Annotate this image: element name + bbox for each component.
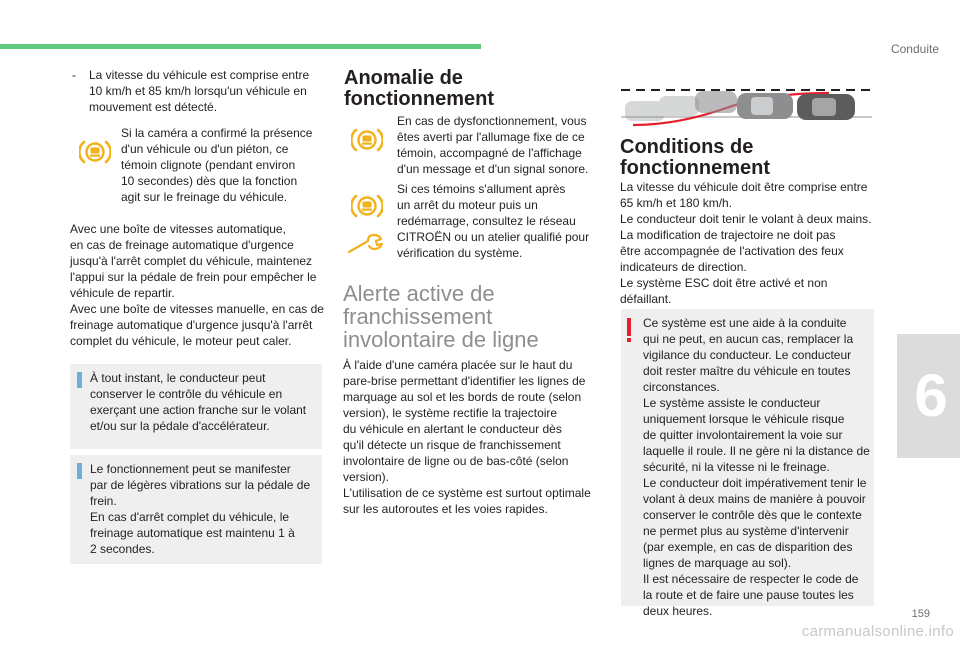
heading-conditions: Conditions de fonctionnement xyxy=(620,136,770,179)
info-icon xyxy=(77,372,82,388)
conditions-paragraph: La vitesse du véhicule doit être comprise entre 65 km/h et 180 km/h. Le conducteur doit tenir le volant à deux mains. La modification de trajectoire ne doit pas être accompagnée de l'activation des feux indicateurs de direction. Le système ESC doit être activé et non défaillant. xyxy=(620,180,872,306)
brake-warning-lamp-icon xyxy=(351,124,383,156)
info-box-vibrations xyxy=(70,455,322,564)
bullet-text: La vitesse du véhicule est comprise entre 10 km/h et 85 km/h lorsqu'un véhicule en mouvement est détecté. xyxy=(89,68,310,114)
info-box-control xyxy=(70,364,322,449)
page-number: 159 xyxy=(911,608,930,620)
lane-departure-illustration xyxy=(619,81,874,129)
warning-box xyxy=(621,309,874,618)
malfunction-item-2: Si ces témoins s'allument après un arrêt du moteur puis un redémarrage, consultez le réseau CITROËN ou un atelier qualifié pour vérification du système. xyxy=(397,182,590,260)
header-accent-bar xyxy=(0,44,481,49)
bullet-dash: - xyxy=(72,68,76,82)
chapter-number: 6 xyxy=(914,362,948,429)
brake-warning-lamp-icon xyxy=(351,190,383,222)
lane-keeping-paragraph: À l'aide d'une caméra placée sur le haut du pare-brise permettant d'identifier les lignes de marquage au sol et les bords de route (selon version), le système rectifie la trajectoire du véhicule en alertant le conducteur dès qu'il détecte un risque de franchissement involontaire de ligne ou de bas-côté (selon version). L'utilisation de ce système est surtout optimale sur les autoroutes et les voies rapides. xyxy=(343,358,591,516)
info-box-control-text: À tout instant, le conducteur peut conserver le contrôle du véhicule en exerçant une action franche sur le volant et/ou sur la pédale d'accélérateur. xyxy=(90,371,307,433)
info-box-vibrations-text: Le fonctionnement peut se manifester par de légères vibrations sur la pédale de frein. En cas d'arrêt complet du véhicule, le freinage automatique est maintenu 1 à 2 secondes. xyxy=(90,462,311,556)
service-wrench-icon xyxy=(346,233,386,255)
malfunction-item-1: En cas de dysfonctionnement, vous êtes averti par l'allumage fixe de ce témoin, accompagné de l'affichage d'un message et d'un signal sonore. xyxy=(397,114,589,176)
warning-icon xyxy=(627,318,631,342)
heading-lane-keeping: Alerte active de franchissement involontaire de ligne xyxy=(343,281,539,352)
warning-box-text: Ce système est une aide à la conduite qui ne peut, en aucun cas, remplacer la vigilance du conducteur. Le conducteur doit rester maître du véhicule en toutes circonstances. Le système assiste le conducteur uniquement lorsque le véhicule risque de quitter involontairement la voie sur laquelle il roule. Il ne gère ni la distance de sécurité, ni la vitesse ni le freinage. Le conducteur doit impérativement tenir le volant à deux mains de manière à pouvoir conserver le contrôle dès que le contexte ne permet plus au système d'intervenir (par exemple, en cas de disparition des lignes de marquage au sol). Il est nécessaire de respecter le code de la route et de faire une pause toutes les deux heures. xyxy=(643,316,870,618)
section-title: Conduite xyxy=(890,42,939,56)
lamp-description: Si la caméra a confirmé la présence d'un véhicule ou d'un piéton, ce témoin clignote (pendant environ 10 secondes) dès que la fonction agit sur le freinage du véhicule. xyxy=(121,126,313,204)
gearbox-paragraph: Avec une boîte de vitesses automatique, en cas de freinage automatique d'urgence jusqu'à l'arrêt complet du véhicule, maintenez l'appui sur la pédale de frein pour empêcher le véhicule de repartir. Avec une boîte de vitesses manuelle, en cas de freinage automatique d'urgence jusqu'à l'arrêt complet du véhicule, le moteur peut caler. xyxy=(70,222,324,348)
brake-warning-lamp-icon xyxy=(79,136,111,168)
info-icon xyxy=(77,463,82,479)
heading-malfunction: Anomalie de fonctionnement xyxy=(344,67,494,110)
footer-watermark: carmanualsonline.info xyxy=(801,623,954,640)
